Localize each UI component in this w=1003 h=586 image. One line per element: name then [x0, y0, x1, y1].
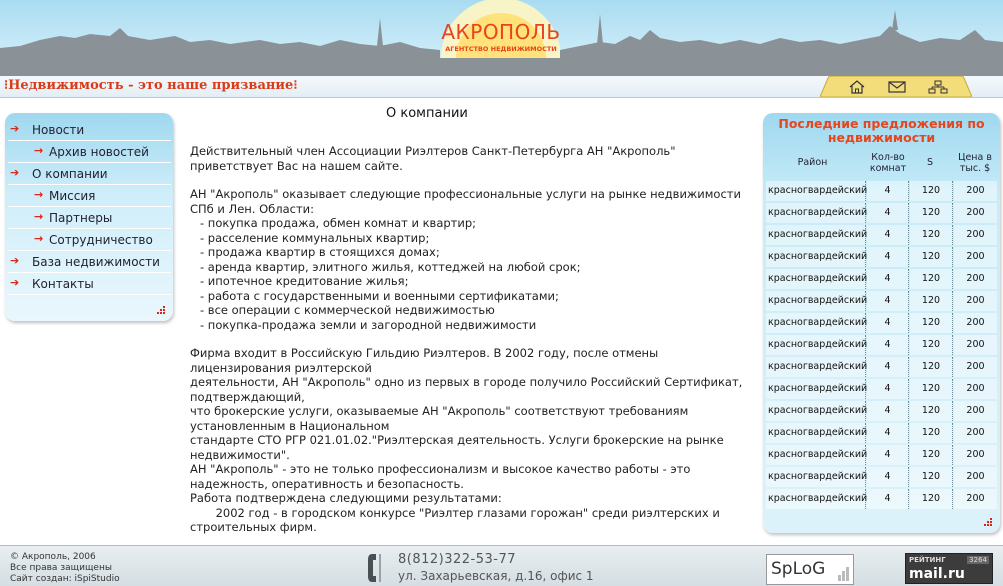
services-list — [190, 216, 750, 332]
paragraph-line: стандарте СТО РГР 021.01.02."Риэлтерская деятельность. Услуги брокерские на рынке недвижимости". — [190, 433, 724, 462]
logo-subtitle: АГЕНТСТВО НЕДВИЖИМОСТИ — [445, 45, 557, 53]
area-cell: 120 — [910, 379, 953, 399]
arrow-icon: → — [34, 210, 44, 223]
price-cell: 200 — [954, 335, 997, 355]
price-cell: 200 — [954, 225, 997, 245]
rooms-cell: 4 — [867, 467, 909, 487]
table-row[interactable] — [766, 203, 997, 225]
price-cell: 200 — [954, 401, 997, 421]
rooms-cell: 4 — [867, 357, 909, 377]
district-cell: красногвардейский — [766, 181, 866, 201]
area-cell: 120 — [910, 291, 953, 311]
table-row[interactable] — [766, 247, 997, 269]
nav-item-label: Архив новостей — [49, 145, 149, 159]
price-cell: 200 — [954, 423, 997, 443]
site-header — [0, 0, 1003, 76]
arrow-icon: ➔ — [10, 122, 20, 135]
column-header-area: S — [926, 157, 934, 168]
district-cell: красногвардейский — [766, 379, 866, 399]
arrow-icon: → — [34, 144, 44, 157]
paragraph-line: деятельности, АН "Акрополь" одно из первых в городе получило Российский Сертификат, подтверждающий, — [190, 375, 743, 404]
price-cell: 200 — [954, 181, 997, 201]
rooms-cell: 4 — [867, 379, 909, 399]
price-cell: 200 — [954, 445, 997, 465]
nav-item-label: База недвижимости — [32, 255, 160, 269]
table-row[interactable] — [766, 357, 997, 379]
nav-item-property-database[interactable] — [8, 251, 171, 273]
table-row[interactable] — [766, 445, 997, 467]
area-cell: 120 — [910, 401, 953, 421]
arrow-icon: ➔ — [10, 166, 20, 179]
area-cell: 120 — [910, 181, 953, 201]
price-cell: 200 — [954, 379, 997, 399]
district-cell: красногвардейский — [766, 335, 866, 355]
service-item: - продажа квартир в стоящихся домах; — [200, 245, 440, 259]
area-cell: 120 — [910, 467, 953, 487]
nav-item-cooperation[interactable] — [8, 229, 171, 251]
district-cell: красногвардейский — [766, 423, 866, 443]
rights-text: Все права защищены — [10, 563, 112, 573]
nav-item-partners[interactable] — [8, 207, 171, 229]
footer-info — [10, 552, 120, 585]
rooms-cell: 4 — [867, 225, 909, 245]
rooms-cell: 4 — [867, 247, 909, 267]
nav-item-label: Новости — [32, 123, 85, 137]
rooms-cell: 4 — [867, 423, 909, 443]
district-cell: красногвардейский — [766, 357, 866, 377]
mail-icon[interactable] — [886, 80, 908, 94]
arrow-icon: ➔ — [10, 276, 20, 289]
nav-item-mission[interactable] — [8, 185, 171, 207]
area-cell: 120 — [910, 423, 953, 443]
area-cell: 120 — [910, 489, 953, 509]
table-row[interactable] — [766, 489, 997, 511]
address: ул. Захарьевская, д.16, офис 1 — [398, 569, 594, 583]
slogan: ⁝Недвижимость - это наше призвание⁝ — [4, 78, 298, 93]
rooms-cell: 4 — [867, 269, 909, 289]
price-cell: 200 — [954, 203, 997, 223]
paragraph-line: что брокерские услуги, оказываемые АН "Акрополь" соответствуют требованиям установленным в Национальном — [190, 404, 689, 433]
area-cell: 120 — [910, 445, 953, 465]
nav-item-about[interactable] — [8, 163, 171, 185]
creator-link[interactable]: Сайт создан: iSpiStudio — [10, 574, 120, 584]
table-row[interactable] — [766, 467, 997, 489]
arrow-icon: → — [34, 188, 44, 201]
phone-icon — [366, 552, 384, 584]
area-cell: 120 — [910, 357, 953, 377]
corner-dots-icon — [156, 305, 166, 315]
district-cell: красногвардейский — [766, 313, 866, 333]
table-row[interactable] — [766, 313, 997, 335]
district-cell: красногвардейский — [766, 467, 866, 487]
rooms-cell: 4 — [867, 181, 909, 201]
district-cell: красногвардейский — [766, 401, 866, 421]
table-row[interactable] — [766, 269, 997, 291]
service-item: - покупка-продажа земли и загородной недвижимости — [200, 317, 537, 332]
latest-offers-panel — [763, 113, 1000, 533]
price-cell: 200 — [954, 467, 997, 487]
table-row[interactable] — [766, 181, 997, 203]
phone-number: 8(812)322-53-77 — [398, 552, 517, 567]
left-navigation — [5, 113, 173, 321]
service-item: - все операции с коммерческой недвижимостью — [200, 303, 495, 317]
sitemap-icon[interactable] — [927, 80, 949, 94]
paragraph-line: Фирма входит в Российскую Гильдию Риэлтеров. В 2002 году, после отмены лицензирования риэлтерской — [190, 346, 659, 375]
slogan-text: Недвижимость - это наше призвание — [8, 78, 294, 93]
rooms-cell: 4 — [867, 291, 909, 311]
column-header-rooms: Кол-во комнат — [869, 152, 907, 174]
mailru-counter[interactable] — [905, 553, 993, 584]
price-cell: 200 — [954, 313, 997, 333]
service-item: - аренда квартир, элитного жилья, коттеджей на любой срок; — [200, 259, 581, 274]
district-cell: красногвардейский — [766, 445, 866, 465]
area-cell: 120 — [910, 225, 953, 245]
district-cell: красногвардейский — [766, 225, 866, 245]
counter-title: РЕЙТИНГ — [909, 556, 946, 564]
copyright: © Акрополь, 2006 — [10, 552, 96, 562]
bars-icon — [838, 567, 850, 581]
area-cell: 120 — [910, 247, 953, 267]
table-row[interactable] — [766, 401, 997, 423]
nav-item-label: Партнеры — [49, 211, 113, 225]
service-item: - покупка продажа, обмен комнат и квартир; — [200, 216, 477, 230]
rooms-cell: 4 — [867, 401, 909, 421]
rooms-cell: 4 — [867, 313, 909, 333]
rooms-cell: 4 — [867, 203, 909, 223]
area-cell: 120 — [910, 335, 953, 355]
page-title: О компании — [386, 106, 468, 121]
splog-label: SpLoG — [771, 559, 826, 579]
column-header-district: Район — [797, 157, 828, 168]
area-cell: 120 — [910, 203, 953, 223]
table-row[interactable] — [766, 291, 997, 313]
nav-item-news-archive[interactable] — [8, 141, 171, 163]
site-logo[interactable] — [437, 8, 565, 68]
rooms-cell: 4 — [867, 445, 909, 465]
table-row[interactable] — [766, 225, 997, 247]
services-intro: АН "Акрополь" оказывает следующие профессиональные услуги на рынке недвижимости СПб и Лен. Области: — [190, 187, 741, 216]
nav-item-label: Миссия — [49, 189, 96, 203]
table-row[interactable] — [766, 423, 997, 445]
counter-value: 3264 — [969, 556, 987, 564]
price-cell: 200 — [954, 489, 997, 509]
counter-brand: mail.ru — [909, 566, 965, 582]
nav-item-label: Контакты — [32, 277, 94, 291]
price-cell: 200 — [954, 357, 997, 377]
nav-item-label: О компании — [32, 167, 108, 181]
paragraph-line: АН "Акрополь" - это не только профессионализм и высокое качество работы - это надежность, оперативность и безопасность. — [190, 462, 691, 491]
table-row[interactable] — [766, 379, 997, 401]
quick-links-tab — [820, 76, 972, 97]
corner-dots-icon — [983, 517, 993, 527]
district-cell: красногвардейский — [766, 203, 866, 223]
district-cell: красногвардейский — [766, 247, 866, 267]
rooms-cell: 4 — [867, 489, 909, 509]
price-cell: 200 — [954, 291, 997, 311]
guild-paragraph — [190, 346, 750, 535]
price-cell: 200 — [954, 247, 997, 267]
paragraph-line: Работа подтверждена следующими результатами: — [190, 491, 502, 505]
district-cell: красногвардейский — [766, 269, 866, 289]
area-cell: 120 — [910, 313, 953, 333]
arrow-icon: → — [34, 232, 44, 245]
nav-item-label: Сотрудничество — [49, 233, 153, 247]
nav-item-news[interactable] — [8, 119, 171, 141]
area-cell: 120 — [910, 269, 953, 289]
logo-title: АКРОПОЛЬ — [441, 20, 561, 44]
service-item: - работа с государственными и военными сертификатами; — [200, 288, 559, 303]
column-header-price: Цена в тыс. $ — [958, 152, 992, 174]
splog-badge[interactable] — [766, 554, 854, 585]
offers-title: Последние предложения по недвижимости — [778, 116, 985, 145]
district-cell: красногвардейский — [766, 291, 866, 311]
arrow-icon: ➔ — [10, 254, 20, 267]
paragraph-line: 2002 год - в городском конкурсе "Риэлтер глазами горожан" среди риэлтерских и строительных фирм. — [190, 505, 724, 534]
intro-paragraph: Действительный член Ассоциации Риэлтеров Санкт-Петербурга АН "Акрополь" приветствует Вас на нашем сайте. — [190, 144, 676, 173]
rooms-cell: 4 — [867, 335, 909, 355]
service-item: - расселение коммунальных квартир; — [200, 230, 430, 245]
nav-item-contacts[interactable] — [8, 273, 171, 295]
price-cell: 200 — [954, 269, 997, 289]
service-item: - ипотечное кредитование жилья; — [200, 274, 409, 288]
home-icon[interactable] — [846, 80, 868, 94]
district-cell: красногвардейский — [766, 489, 866, 509]
table-row[interactable] — [766, 335, 997, 357]
site-footer — [0, 545, 1003, 586]
